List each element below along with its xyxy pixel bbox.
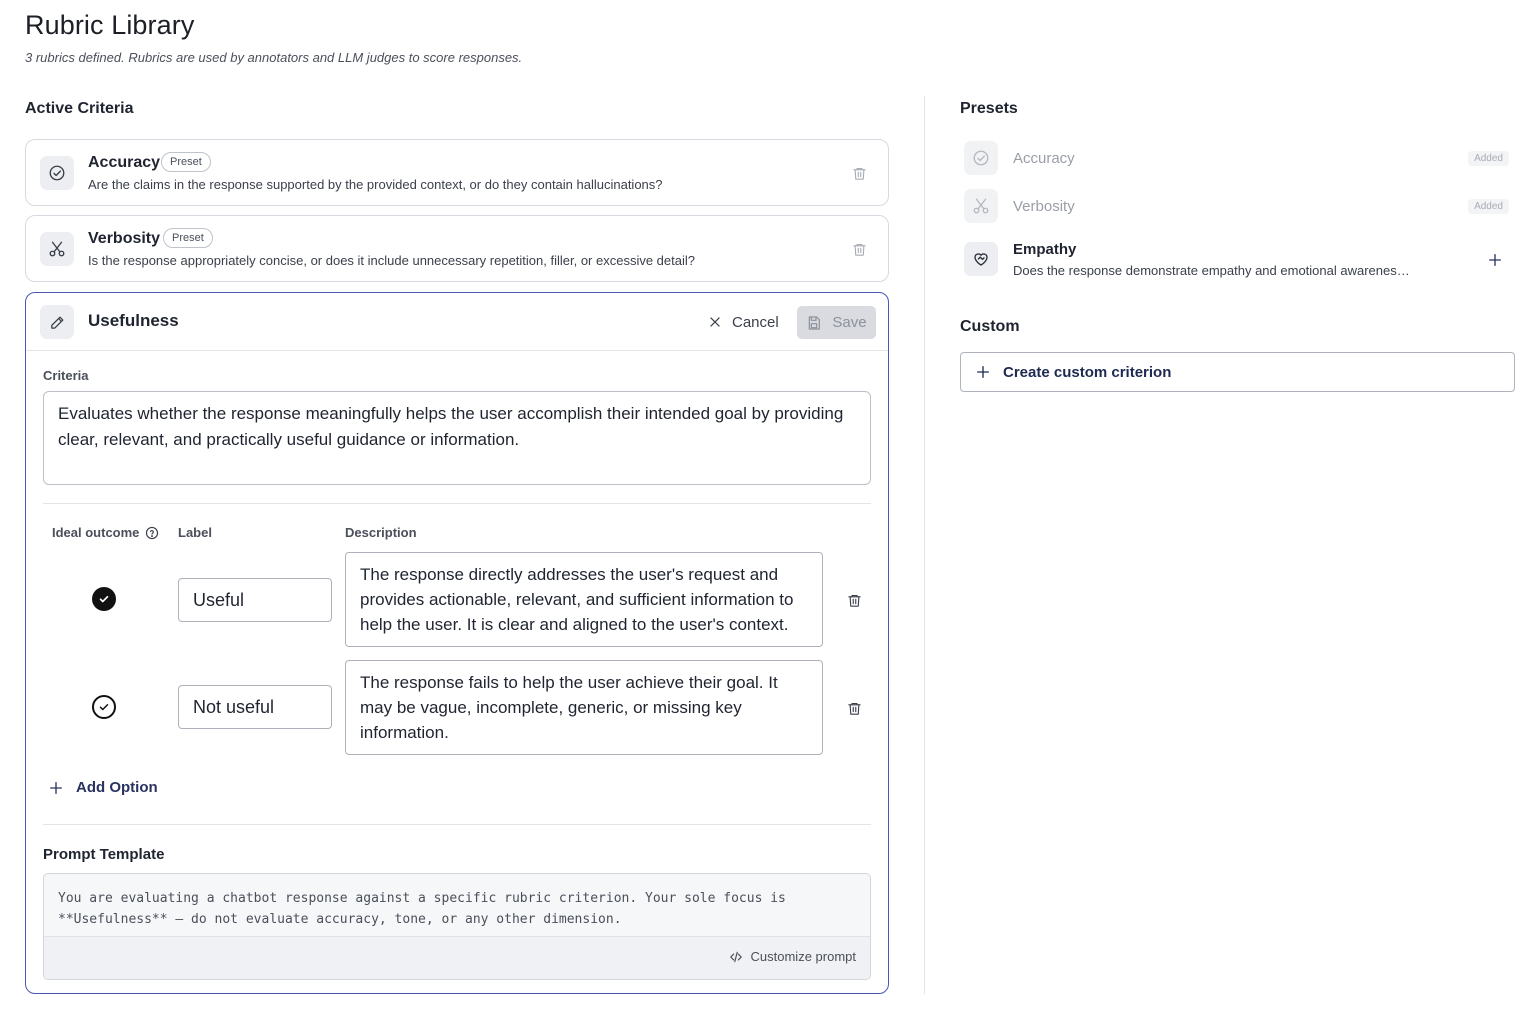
save-icon: [806, 315, 822, 331]
plus-icon: [975, 364, 991, 380]
option-label-input[interactable]: Not useful: [178, 685, 332, 729]
preset-item-accuracy: [960, 141, 1515, 177]
label-column-header: Label: [178, 525, 212, 540]
added-badge: Added: [1468, 199, 1509, 214]
description-column-header: Description: [345, 525, 417, 540]
criterion-name: Accuracy: [88, 154, 161, 171]
criterion-card-verbosity[interactable]: [25, 215, 889, 282]
criterion-description: Is the response appropriately concise, or does it include unnecessary repetition, filler, or excessive detail?: [88, 253, 695, 268]
criteria-textarea[interactable]: Evaluates whether the response meaningfully helps the user accomplish their intended goal by providing clear, relevant, and practically useful guidance or information.: [43, 391, 871, 485]
customize-prompt-label: Customize prompt: [750, 949, 856, 964]
plus-icon[interactable]: [1485, 250, 1505, 270]
add-option-label: Add Option: [76, 779, 158, 796]
scissors-icon: [964, 189, 998, 223]
trash-icon[interactable]: [850, 163, 868, 183]
page-subtitle: 3 rubrics defined. Rubrics are used by annotators and LLM judges to score responses.: [25, 50, 523, 65]
trash-icon[interactable]: [845, 698, 863, 718]
create-custom-criterion-button[interactable]: [960, 352, 1515, 392]
active-criteria-heading: Active Criteria: [25, 100, 134, 117]
close-icon: [708, 315, 722, 329]
preset-badge: Preset: [161, 152, 211, 172]
added-badge: Added: [1468, 151, 1509, 166]
column-divider: [924, 96, 925, 994]
option-label-input[interactable]: Useful: [178, 578, 332, 622]
editor-header: [26, 293, 888, 351]
ideal-outcome-header: [52, 525, 159, 540]
preset-name: Empathy: [1013, 241, 1077, 258]
editor-title: Usefulness: [88, 311, 179, 330]
option-description-input[interactable]: The response fails to help the user achieve their goal. It may be vague, incomplete, generic, or missing key information.: [345, 660, 823, 755]
save-button[interactable]: [797, 306, 876, 339]
preset-name: Verbosity: [1013, 198, 1075, 215]
preset-badge: Preset: [163, 228, 213, 248]
pencil-icon: [40, 305, 74, 339]
criterion-editor: [25, 292, 889, 994]
trash-icon[interactable]: [850, 239, 868, 259]
ideal-outcome-radio[interactable]: [92, 695, 116, 719]
help-icon[interactable]: [145, 526, 159, 540]
divider: [43, 503, 871, 504]
criteria-label: Criteria: [43, 368, 89, 383]
prompt-template-box: [43, 873, 871, 980]
cancel-button[interactable]: [708, 309, 779, 335]
ideal-outcome-radio-selected[interactable]: [92, 587, 116, 611]
prompt-template-heading: Prompt Template: [43, 846, 165, 863]
preset-description: Does the response demonstrate empathy and emotional awarenes…: [1013, 263, 1410, 278]
code-icon: [729, 950, 743, 964]
trash-icon[interactable]: [845, 590, 863, 610]
cancel-label: Cancel: [732, 313, 779, 331]
check-icon: [98, 701, 110, 713]
save-label: Save: [832, 314, 867, 331]
custom-heading: Custom: [960, 318, 1020, 335]
check-icon: [98, 593, 110, 605]
check-circle-icon: [964, 141, 998, 175]
criterion-card-accuracy[interactable]: [25, 139, 889, 206]
create-custom-label: Create custom criterion: [1003, 363, 1172, 381]
page-title: Rubric Library: [25, 10, 195, 40]
ideal-outcome-label: Ideal outcome: [52, 525, 140, 540]
preset-name: Accuracy: [1013, 150, 1075, 167]
plus-icon: [48, 780, 64, 796]
scissors-icon: [40, 232, 74, 266]
criterion-description: Are the claims in the response supported by the provided context, or do they contain hallucinations?: [88, 177, 663, 192]
prompt-template-text: You are evaluating a chatbot response against a specific rubric criterion. Your sole focus is **Usefulness** — do not evaluate accuracy, tone, or any other dimension.: [58, 891, 786, 927]
preset-item-verbosity: [960, 189, 1515, 225]
preset-item-empathy[interactable]: [960, 240, 1515, 282]
divider: [43, 824, 871, 825]
customize-prompt-button[interactable]: [729, 949, 856, 964]
criterion-name: Verbosity: [88, 230, 161, 247]
add-option-button[interactable]: [48, 779, 158, 796]
presets-heading: Presets: [960, 100, 1018, 117]
prompt-footer: [44, 936, 870, 979]
check-circle-icon: [40, 156, 74, 190]
heart-handshake-icon: [964, 242, 998, 276]
option-description-input[interactable]: The response directly addresses the user's request and provides actionable, relevant, and sufficient information to help the user. It is clear and aligned to the user's context.: [345, 552, 823, 647]
